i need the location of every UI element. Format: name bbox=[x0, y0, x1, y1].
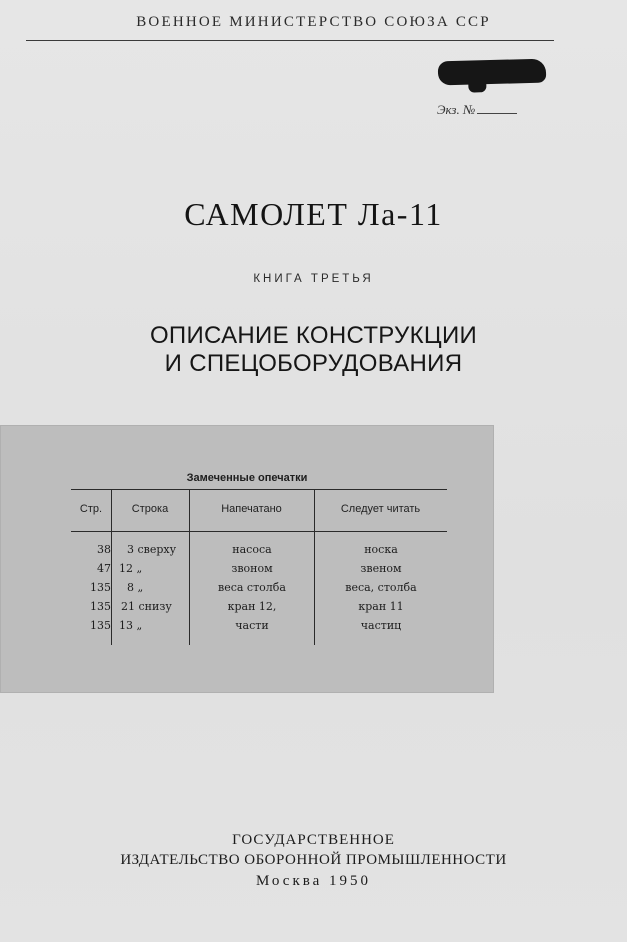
errata-cell-page: 135 bbox=[90, 600, 111, 613]
errata-cell-read: кран 11 bbox=[358, 600, 404, 613]
errata-table-header-rule bbox=[71, 531, 447, 532]
errata-cell-line: 12 „ bbox=[119, 562, 143, 575]
ministry-header: ВОЕННОЕ МИНИСТЕРСТВО СОЮЗА ССР bbox=[136, 14, 491, 30]
errata-rows bbox=[71, 543, 447, 638]
redaction-mark bbox=[438, 59, 547, 86]
errata-cell-read: веса, столба bbox=[345, 581, 417, 594]
copy-number-blank bbox=[477, 113, 517, 114]
errata-cell-printed: насоса bbox=[232, 543, 272, 556]
errata-header-line: Строка bbox=[131, 503, 169, 515]
publisher-line-1: ГОСУДАРСТВЕННОЕ bbox=[232, 832, 395, 848]
errata-row bbox=[71, 581, 447, 600]
errata-row bbox=[71, 543, 447, 562]
errata-cell-read: носка bbox=[364, 543, 398, 556]
errata-cell-page: 38 bbox=[97, 543, 111, 556]
errata-header-page: Стр. bbox=[79, 503, 103, 515]
copy-number-field bbox=[437, 102, 517, 118]
errata-cell-line: 21 снизу bbox=[121, 600, 172, 613]
errata-cell-page: 47 bbox=[97, 562, 111, 575]
errata-cell-read: частиц bbox=[360, 619, 402, 632]
publisher-city-year: Москва 1950 bbox=[255, 873, 372, 889]
errata-cell-printed: части bbox=[235, 619, 269, 632]
copy-number-label: Экз. № bbox=[437, 102, 476, 117]
errata-header-read: Следует читать bbox=[340, 503, 421, 515]
errata-cell-printed: кран 12, bbox=[227, 600, 277, 613]
document-title: САМОЛЕТ Ла-11 bbox=[184, 196, 443, 232]
publisher-line-2: ИЗДАТЕЛЬСТВО ОБОРОННОЙ ПРОМЫШЛЕННОСТИ bbox=[120, 852, 507, 868]
errata-table-top-rule bbox=[71, 489, 447, 490]
errata-cell-read: звеном bbox=[360, 562, 402, 575]
errata-cell-line: 13 „ bbox=[119, 619, 143, 632]
errata-cell-page: 135 bbox=[90, 581, 111, 594]
errata-cell-page: 135 bbox=[90, 619, 111, 632]
errata-row bbox=[71, 619, 447, 638]
errata-header-printed: Напечатано bbox=[221, 503, 282, 515]
book-number: КНИГА ТРЕТЬЯ bbox=[253, 273, 374, 285]
errata-cell-printed: звоном bbox=[231, 562, 273, 575]
subtitle-line-2: И СПЕЦОБОРУДОВАНИЯ bbox=[164, 350, 463, 377]
errata-row bbox=[71, 600, 447, 619]
errata-row bbox=[71, 562, 447, 581]
header-rule bbox=[26, 40, 554, 41]
errata-title: Замеченные опечатки bbox=[186, 472, 308, 484]
publisher-imprint bbox=[0, 830, 627, 892]
subtitle-line-1: ОПИСАНИЕ КОНСТРУКЦИИ bbox=[149, 322, 478, 349]
document-subtitle bbox=[0, 322, 627, 378]
errata-cell-line: 3 сверху bbox=[127, 543, 177, 556]
errata-cell-line: 8 „ bbox=[127, 581, 144, 594]
errata-cell-printed: веса столба bbox=[218, 581, 286, 594]
